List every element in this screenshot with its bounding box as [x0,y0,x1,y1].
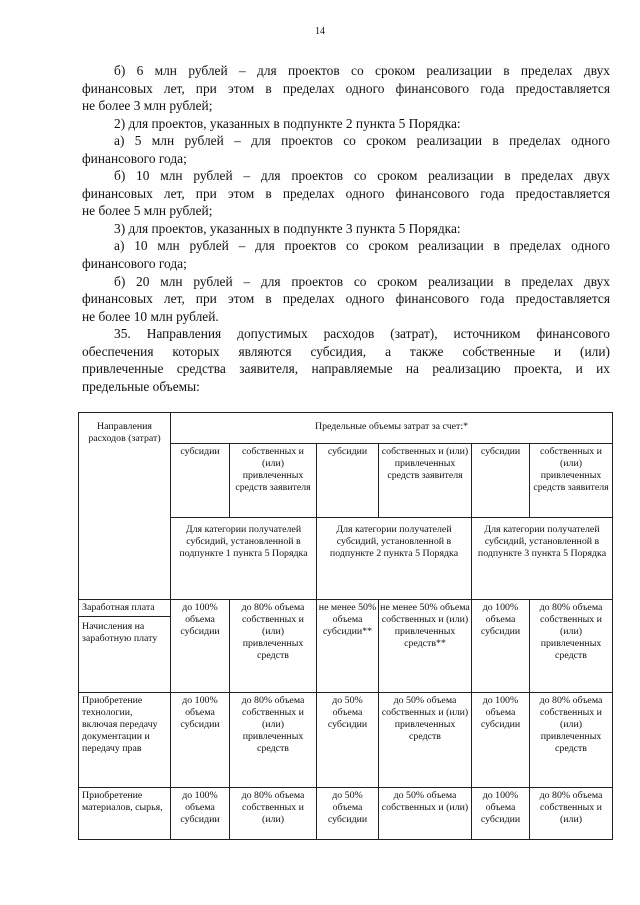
own-funds-header-cat1: собственных и (или) привлеченных средств заявителя [230,444,317,518]
row-label-technology: Приобретение технологии, включая передачу документации и передачу прав [79,693,171,788]
text-line: предельные объемы: [82,378,200,394]
table-row [79,693,613,788]
own-funds-header-cat2: собственных и (или) привлеченных средств заявителя [379,444,472,518]
expense-direction-header: Направления расходов (затрат) [79,413,171,600]
table-row [79,788,613,840]
table-cell: до 100% объема субсидии [472,693,530,788]
category-1-header: Для категории получателей субсидий, установленной в подпункте 1 пункта 5 Порядка [171,518,317,600]
table-cell: до 50% объема собственных и (или) привлеченных средств [379,693,472,788]
row-label-salary [79,600,171,693]
limits-header: Предельные объемы затрат за счет:* [171,413,613,444]
text-line: не более 10 млн рублей. [82,308,219,324]
text-line: 3) для проектов, указанных в подпункте 3 пункта 5 Порядка: [114,220,461,236]
text-line: финансовых лет, при этом в пределах одного финансового года предоставляется [82,80,610,96]
text-line: б) 20 млн рублей – для проектов со сроком реализации в пределах двух [114,273,610,289]
text-line: привлеченные средства заявителя, направляемые на реализацию проекта, и их [82,361,610,377]
expense-limits-table [78,412,613,840]
page-number: 14 [315,26,325,37]
body-text [82,62,610,395]
text-line: б) 6 млн рублей – для проектов со сроком реализации в пределах двух [114,63,610,78]
table-cell: до 80% объема собственных и (или) [230,788,317,840]
table-cell: до 100% объема субсидии [171,693,230,788]
text-line: обеспечения которых являются субсидия, а также собственные и (или) [82,343,610,359]
text-line: а) 5 млн рублей – для проектов со сроком реализации в пределах одного [114,133,610,149]
text-line: не более 3 млн рублей; [82,98,213,114]
table-cell: до 100% объема субсидии [171,600,230,693]
table-row [79,600,613,693]
subsidy-header-cat1: субсидии [171,444,230,518]
text-line: не более 5 млн рублей; [82,203,213,219]
table-cell: до 80% объема собственных и (или) привлеченных средств [530,600,613,693]
table-cell: не менее 50% объема собственных и (или) привлеченных средств** [379,600,472,693]
table-cell: не менее 50% объема субсидии** [317,600,379,693]
text-line: 35. Направления допустимых расходов (затрат), источником финансового [114,326,610,342]
text-line: финансового года; [82,150,187,166]
own-funds-header-cat3: собственных и (или) привлеченных средств заявителя [530,444,613,518]
table-cell: до 50% объема субсидии [317,788,379,840]
table-cell: до 80% объема собственных и (или) привлеченных средств [530,693,613,788]
salary-accruals-label: Начисления на заработную плату [82,621,158,645]
table-cell: до 50% объема субсидии [317,693,379,788]
table-cell: до 80% объема собственных и (или) [530,788,613,840]
salary-label: Заработная плата [79,600,170,617]
text-line: б) 10 млн рублей – для проектов со сроком реализации в пределах двух [114,168,610,184]
table-cell: до 100% объема субсидии [171,788,230,840]
table-cell: до 80% объема собственных и (или) привлеченных средств [230,600,317,693]
category-2-header: Для категории получателей субсидий, установленной в подпункте 2 пункта 5 Порядка [317,518,472,600]
text-line: 2) для проектов, указанных в подпункте 2 пункта 5 Порядка: [114,115,461,131]
table-cell: до 100% объема субсидии [472,600,530,693]
subsidy-header-cat2: субсидии [317,444,379,518]
text-line: финансовых лет, при этом в пределах одного финансового года предоставляется [82,185,610,201]
table-cell: до 100% объема субсидии [472,788,530,840]
table-cell: до 80% объема собственных и (или) привлеченных средств [230,693,317,788]
table-cell: до 50% объема собственных и (или) [379,788,472,840]
text-line: финансовых лет, при этом в пределах одного финансового года предоставляется [82,291,610,307]
category-3-header: Для категории получателей субсидий, установленной в подпункте 3 пункта 5 Порядка [472,518,613,600]
text-line: а) 10 млн рублей – для проектов со сроком реализации в пределах одного [114,238,610,254]
row-label-materials: Приобретение материалов, сырья, [79,788,171,840]
subsidy-header-cat3: субсидии [472,444,530,518]
text-line: финансового года; [82,256,187,272]
